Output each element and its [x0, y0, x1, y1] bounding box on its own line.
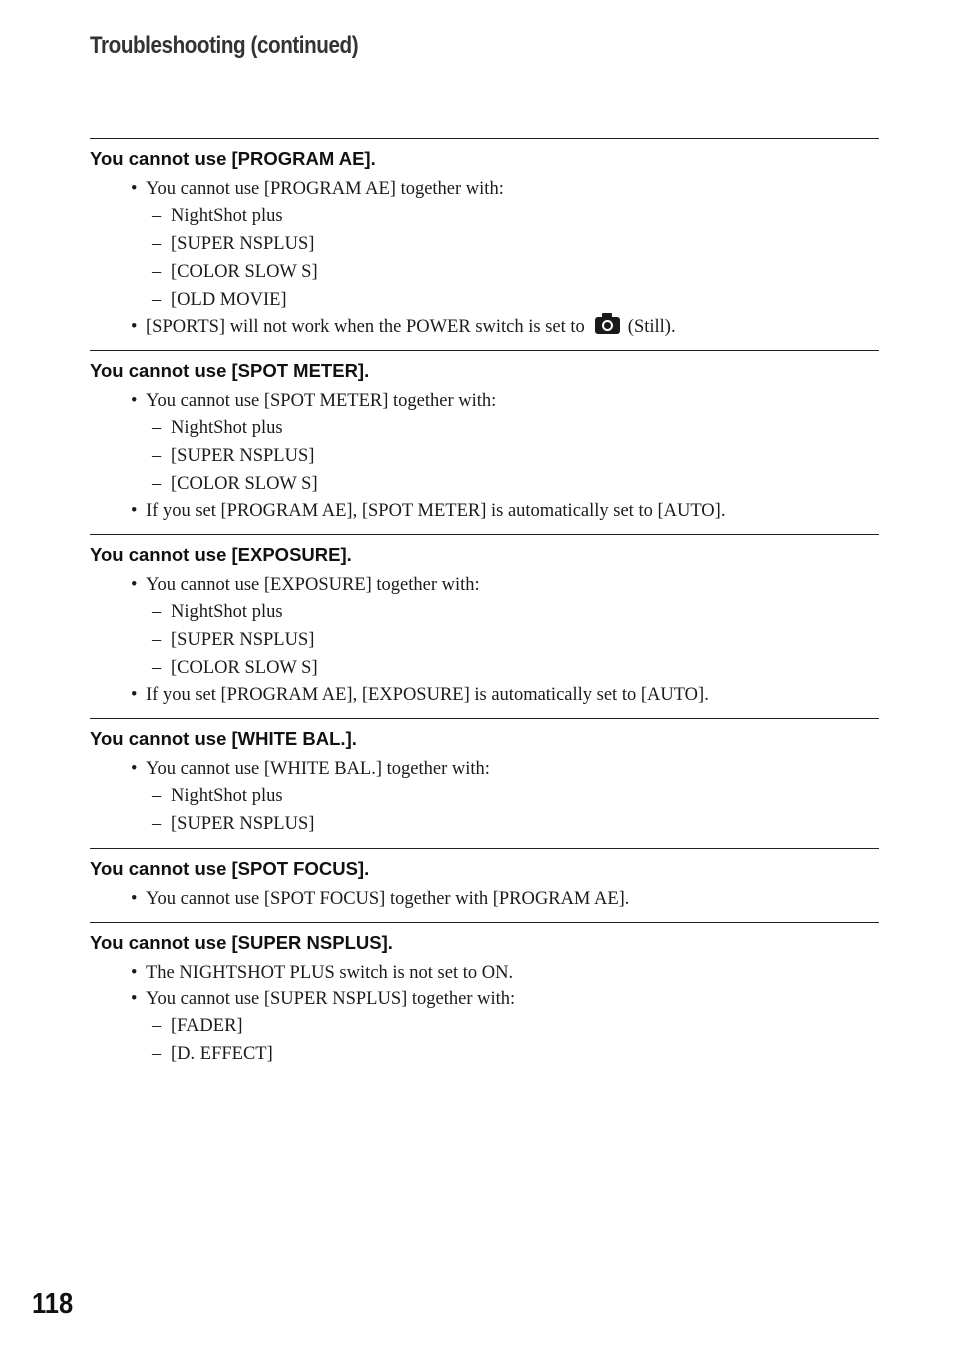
dash-item	[90, 442, 879, 470]
bullet-item	[90, 960, 879, 986]
bullet-mark: •	[131, 889, 138, 909]
bullet-text: You cannot use [SPOT FOCUS] together with [PROGRAM AE].	[146, 889, 630, 909]
bullet-item	[90, 682, 879, 708]
dash-mark: –	[152, 474, 162, 494]
section-spot-focus	[90, 848, 879, 922]
dash-item	[90, 470, 879, 498]
dash-item	[90, 1012, 879, 1040]
dash-mark: –	[152, 262, 162, 282]
dash-item	[90, 286, 879, 314]
bullet-item	[90, 572, 879, 598]
bullet-item	[90, 886, 879, 912]
dash-item	[90, 598, 879, 626]
bullet-item	[90, 388, 879, 414]
bullet-item	[90, 498, 879, 524]
dash-text: [SUPER NSPLUS]	[171, 630, 315, 650]
dash-mark: –	[152, 290, 162, 310]
dash-text: [COLOR SLOW S]	[171, 262, 318, 282]
dash-text: [SUPER NSPLUS]	[171, 234, 315, 254]
dash-item	[90, 810, 879, 838]
section-title: You cannot use [PROGRAM AE].	[90, 148, 376, 169]
dash-item	[90, 782, 879, 810]
section-title: You cannot use [EXPOSURE].	[90, 544, 352, 565]
bullet-text: If you set [PROGRAM AE], [EXPOSURE] is automatically set to [AUTO].	[146, 685, 709, 705]
bullet-text: You cannot use [SPOT METER] together with:	[146, 391, 497, 411]
dash-text: NightShot plus	[171, 206, 283, 226]
dash-text: NightShot plus	[171, 418, 283, 438]
section-spot-meter	[90, 350, 879, 534]
dash-item	[90, 654, 879, 682]
dash-text: [OLD MOVIE]	[171, 290, 287, 310]
dash-text: [SUPER NSPLUS]	[171, 814, 315, 834]
troubleshooting-content	[90, 138, 879, 1078]
section-title: You cannot use [WHITE BAL.].	[90, 728, 357, 749]
dash-mark: –	[152, 786, 162, 806]
section-program-ae	[90, 138, 879, 350]
dash-mark: –	[152, 446, 162, 466]
bullet-item	[90, 176, 879, 202]
section-title: You cannot use [SUPER NSPLUS].	[90, 932, 393, 953]
dash-mark: –	[152, 658, 162, 678]
dash-mark: –	[152, 234, 162, 254]
bullet-mark: •	[131, 391, 138, 411]
dash-text: [SUPER NSPLUS]	[171, 446, 315, 466]
dash-text: [COLOR SLOW S]	[171, 658, 318, 678]
dash-item	[90, 202, 879, 230]
bullet-item	[90, 756, 879, 782]
dash-text: [D. EFFECT]	[171, 1044, 273, 1064]
page-header-title: Troubleshooting (continued)	[90, 32, 359, 59]
dash-item	[90, 626, 879, 654]
dash-mark: –	[152, 1016, 162, 1036]
dash-item	[90, 414, 879, 442]
section-white-bal	[90, 718, 879, 848]
dash-text: NightShot plus	[171, 602, 283, 622]
bullet-text: The NIGHTSHOT PLUS switch is not set to ON.	[146, 963, 514, 983]
bullet-text: If you set [PROGRAM AE], [SPOT METER] is automatically set to [AUTO].	[146, 501, 726, 521]
page-number: 118	[32, 1288, 74, 1320]
section-exposure	[90, 534, 879, 718]
dash-text: [COLOR SLOW S]	[171, 474, 318, 494]
bullet-text-suffix: (Still).	[627, 317, 676, 337]
dash-mark: –	[152, 602, 162, 622]
bullet-mark: •	[131, 759, 138, 779]
bullet-mark: •	[131, 179, 138, 199]
bullet-text: You cannot use [WHITE BAL.] together with:	[146, 759, 490, 779]
bullet-text: [SPORTS] will not work when the POWER switch is set to	[146, 317, 585, 337]
dash-item	[90, 230, 879, 258]
bullet-mark: •	[131, 685, 138, 705]
section-super-nsplus	[90, 922, 879, 1078]
dash-mark: –	[152, 418, 162, 438]
dash-item	[90, 1040, 879, 1068]
bullet-mark: •	[131, 989, 138, 1009]
dash-mark: –	[152, 206, 162, 226]
dash-mark: –	[152, 814, 162, 834]
dash-text: NightShot plus	[171, 786, 283, 806]
bullet-item	[90, 314, 879, 340]
dash-item	[90, 258, 879, 286]
bullet-mark: •	[131, 963, 138, 983]
dash-mark: –	[152, 630, 162, 650]
section-title: You cannot use [SPOT FOCUS].	[90, 858, 370, 879]
bullet-mark: •	[131, 501, 138, 521]
bullet-item	[90, 986, 879, 1012]
camera-icon	[595, 317, 620, 334]
bullet-mark: •	[131, 575, 138, 595]
bullet-text: You cannot use [SUPER NSPLUS] together with:	[146, 989, 516, 1009]
dash-mark: –	[152, 1044, 162, 1064]
bullet-mark: •	[131, 317, 138, 337]
dash-text: [FADER]	[171, 1016, 243, 1036]
bullet-text: You cannot use [EXPOSURE] together with:	[146, 575, 480, 595]
section-title: You cannot use [SPOT METER].	[90, 360, 370, 381]
bullet-text: You cannot use [PROGRAM AE] together with:	[146, 179, 504, 199]
